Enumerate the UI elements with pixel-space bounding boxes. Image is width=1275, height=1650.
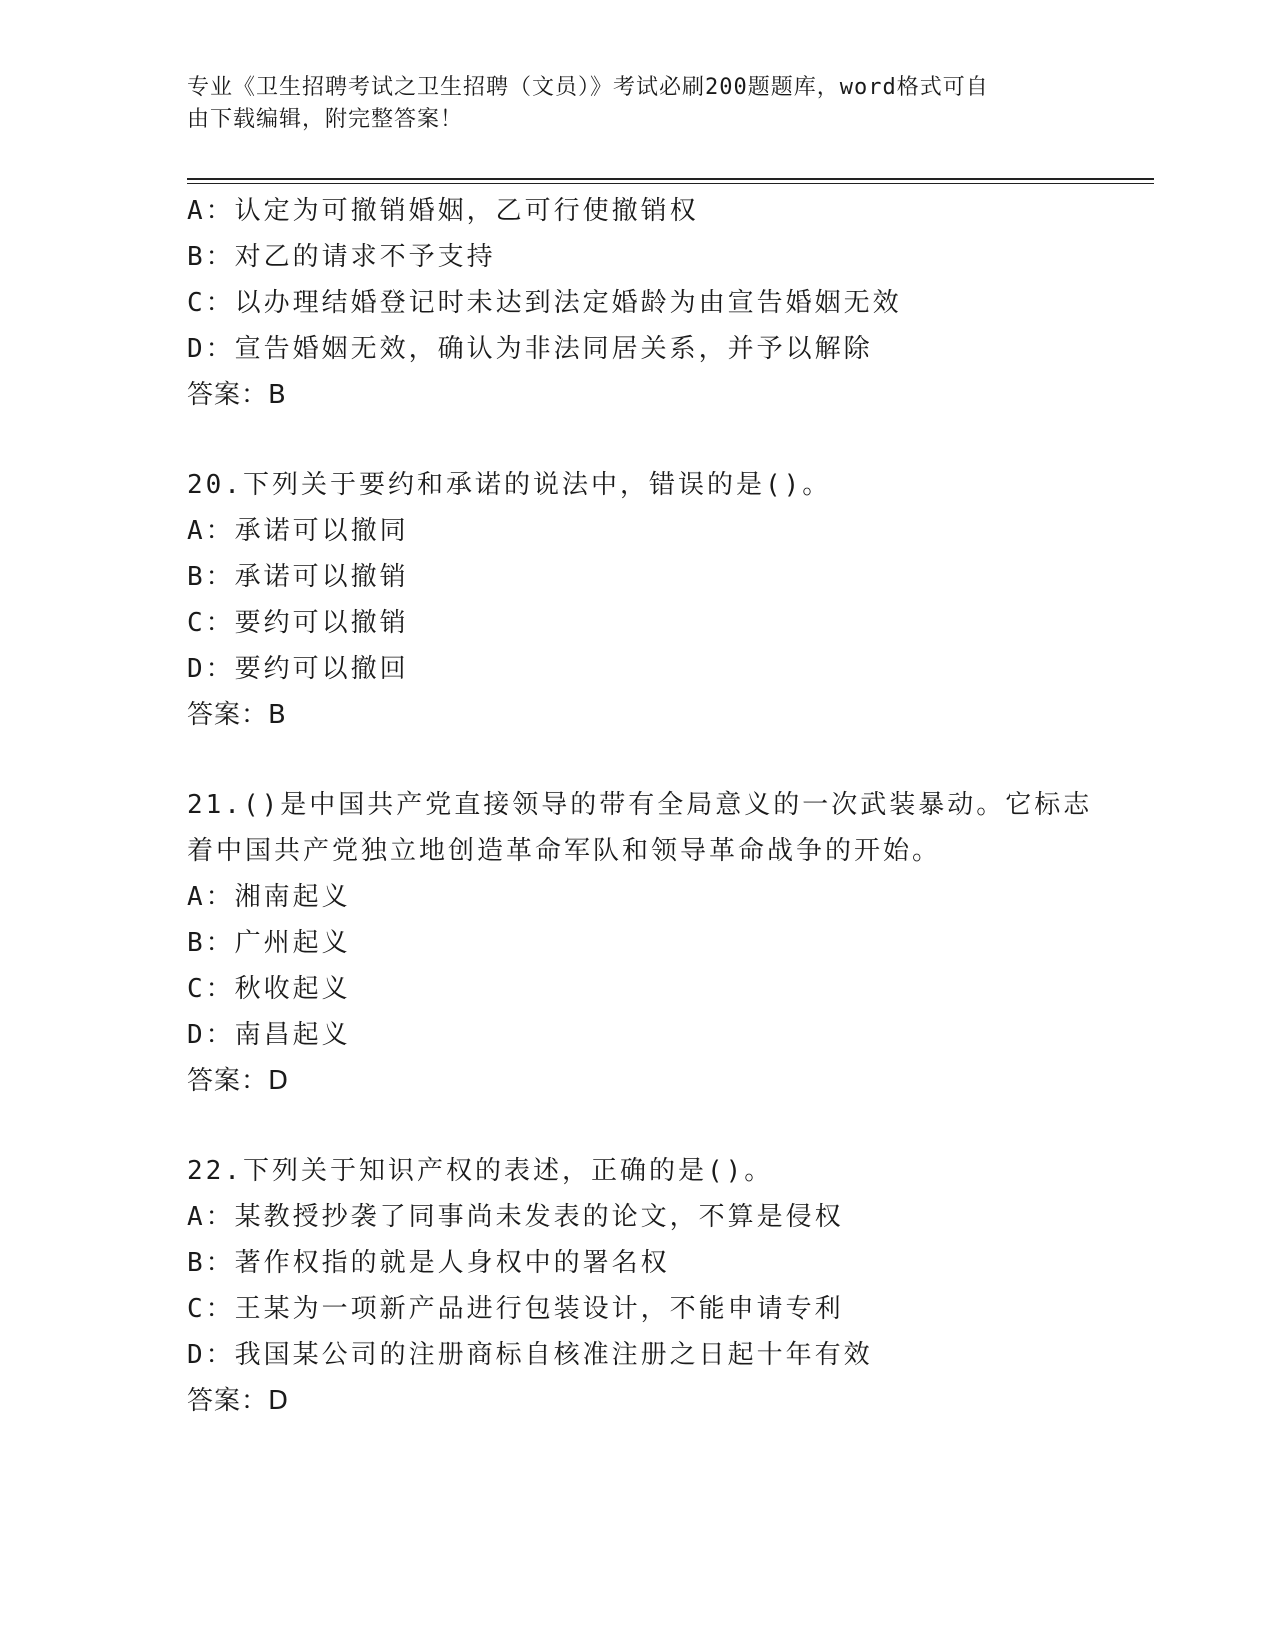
question-22: [187, 1148, 1087, 1424]
answer-line: 答案：D: [187, 1066, 290, 1096]
answer-line: 答案：B: [187, 700, 287, 730]
option-b: B：承诺可以撤销: [187, 562, 409, 592]
header-line-1: 专业《卫生招聘考试之卫生招聘（文员）》考试必刷200题题库，word格式可自: [187, 75, 989, 100]
question-21: [187, 782, 1093, 1104]
question-list: [187, 188, 1093, 1424]
option-c: C：要约可以撤销: [187, 608, 409, 638]
answer-line: 答案：B: [187, 380, 287, 410]
option-a: A：承诺可以撤同: [187, 516, 409, 546]
option-d: D：我国某公司的注册商标自核准注册之日起十年有效: [187, 1340, 873, 1370]
header-divider: [187, 178, 1154, 184]
option-d: D：要约可以撤回: [187, 654, 409, 684]
question-19: [187, 188, 1087, 418]
option-b: B：对乙的请求不予支持: [187, 242, 496, 272]
option-a: A：某教授抄袭了同事尚未发表的论文，不算是侵权: [187, 1202, 844, 1232]
question-20: [187, 462, 1087, 738]
option-c: C：以办理结婚登记时未达到法定婚龄为由宣告婚姻无效: [187, 288, 902, 318]
option-d: D：宣告婚姻无效，确认为非法同居关系，并予以解除: [187, 334, 873, 364]
option-c: C：秋收起义: [187, 974, 351, 1004]
question-text: 20.下列关于要约和承诺的说法中，错误的是()。: [187, 470, 832, 500]
document-header: [187, 72, 1077, 136]
question-text-line-1: 21.()是中国共产党直接领导的带有全局意义的一次武装暴动。它标志: [187, 790, 1093, 820]
question-text: 22.下列关于知识产权的表述，正确的是()。: [187, 1156, 774, 1186]
option-a: A：湘南起义: [187, 882, 351, 912]
option-b: B：著作权指的就是人身权中的署名权: [187, 1248, 670, 1278]
question-text-line-2: 着中国共产党独立地创造革命军队和领导革命战争的开始。: [187, 836, 942, 866]
option-a: A：认定为可撤销婚姻，乙可行使撤销权: [187, 196, 699, 226]
option-c: C：王某为一项新产品进行包装设计，不能申请专利: [187, 1294, 844, 1324]
answer-line: 答案：D: [187, 1386, 290, 1416]
header-line-2: 由下载编辑，附完整答案！: [187, 107, 464, 132]
option-d: D：南昌起义: [187, 1020, 351, 1050]
option-b: B：广州起义: [187, 928, 351, 958]
